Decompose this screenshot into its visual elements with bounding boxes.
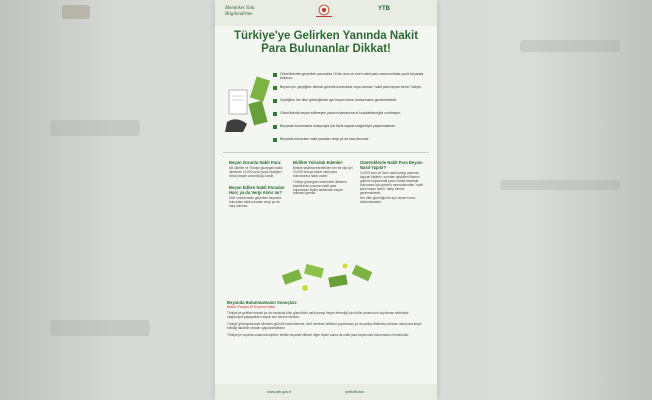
col2-text-2: Türkiye güzergahı üzerindeki ülkelerin bazılarında, paranın nakit para bulunduran kişiler tarafından beyan edilmesi gerekir. [293,179,347,196]
column-2 [293,160,353,198]
info-poster [215,0,437,400]
blurred-heading-left [50,120,140,136]
col2-heading-1: Birlikte Yolculuk Edenler: [293,160,344,165]
bullet-6: Beyanda bulunulan nakit paradan vergi ya da harç alınmaz. [273,137,428,141]
bullet-5: Beyanda bulunmama dolayısıyla çok fazla sayıda mağduriyet yaşanmaktadır. [273,124,428,128]
bullet-2: Beyan için, geçtiğiniz ülkenin gümrük kontrolüne veya varmaz "nakit para beyan formu" isteyin. [273,85,428,89]
social-handle[interactable]: /yetkilitutun [345,390,364,394]
poster-header [215,0,437,26]
poster-footer [215,384,437,400]
col3-text-1: 10.000 avro ve üzeri nakit parayı yanında taşıyan kişilerin, sınırdan geçtikleri ülkenin gümrük kapılarında yazılı olarak beyanda bulunması için gümrük memurlarından "nakit para beyan formu" talep etmesi gerekmektedir. [360,171,423,195]
blurred-text-right [520,40,620,52]
consequences-subheading: Bütün Paraya El Koyma Hakkı [227,305,276,309]
col3-text-2: Her ülke gümrüğünde ayrı beyan formu doldurulmalıdır. [360,196,416,205]
blurred-heading-left-bottom [50,320,150,336]
column-3 [360,160,424,207]
col1-text-1: AB ülkeleri ve Türkiye güzergahındaki ülkelerde 10.000 avro (veya eşdeğeri döviz) beyan zorunluluğu vardır. [229,166,283,178]
consequences-text-1: Türkiye'ye gelirken transit ya da varılacak ülke gümrükleri nakit parayı beyan etmediği için bütün paranıza el koyulması sebebiyle mağduriyet yaşayanların sayısı son derece fazladır. [227,311,409,319]
column-1 [229,160,285,210]
consequences-text-3: Türkiye'ye seyahat sırasında kişilerin birlikte seyahat ettikleri diğer kişiler adına da nakit para beyanında bulunmaları mümkündür. [227,332,410,337]
col2-text-1: Birlikte seyahat edenlerden her bir kişi için 10.000 avroya kadar nakit para bulundurma hakkı vardır. [293,166,353,178]
flying-money-illustration [275,262,379,294]
section-divider [223,152,429,153]
passport-hand-illustration [223,72,273,134]
blurred-logo [62,5,90,19]
memleket-yolu-logo: Memleket Yolu Bilgilendirme [225,6,255,17]
page-title: Türkiye'ye Gelirken Yanında Nakit Para Bulunanlar Dikkat! [233,30,419,55]
col3-heading-1: Gümrüklerde Nakit Para Beyanı Nasıl Yapılır? [360,160,423,170]
bullet-1: Gümrüklerden geçerken yanınızda 10 bin avro ve üzeri nakit para varsa mutlaka yazılı beyanda bulunun. [273,72,428,80]
bullet-4: Gümrüklerde beyan edilmeyen paranın tamamına el konulabileceğini unutmayın. [273,111,428,115]
website-link[interactable]: www.ytb.gov.tr [267,390,292,394]
col1-heading-2: Beyan Edilen Nakit Paradan Harç ya da Vergi Alınır mı? [229,184,285,195]
ministry-emblem-icon [314,4,334,18]
consequences-heading: Beyanda Bulunmamanın Sonuçları: [227,300,298,305]
bullet-3: Geçtiğiniz her ülke gümrüğünde ayrı beyan formu doldurmanız gerekmektedir. [273,98,428,102]
blurred-text-right-2 [500,180,620,190]
col1-text-2: Ülke sınırlarından geçerken beyanda bulunulan nakit paradan vergi ya da harç alınmaz. [229,195,282,208]
consequences-text-2: Türkiye güzergahındaki ülkelerin gümrük kontrollerinde, limit üzerinde bildirimi yapılmamış ya da yanlış bildirilmiş bulunan nakit para tespit edildiği takdirde cezalar uygulanmaktadır. [227,321,422,330]
consequences-section [227,300,425,341]
ytb-logo: YTB [378,6,390,12]
col1-heading-1: Beyan Zorunlu Nakit Para: [229,160,282,165]
